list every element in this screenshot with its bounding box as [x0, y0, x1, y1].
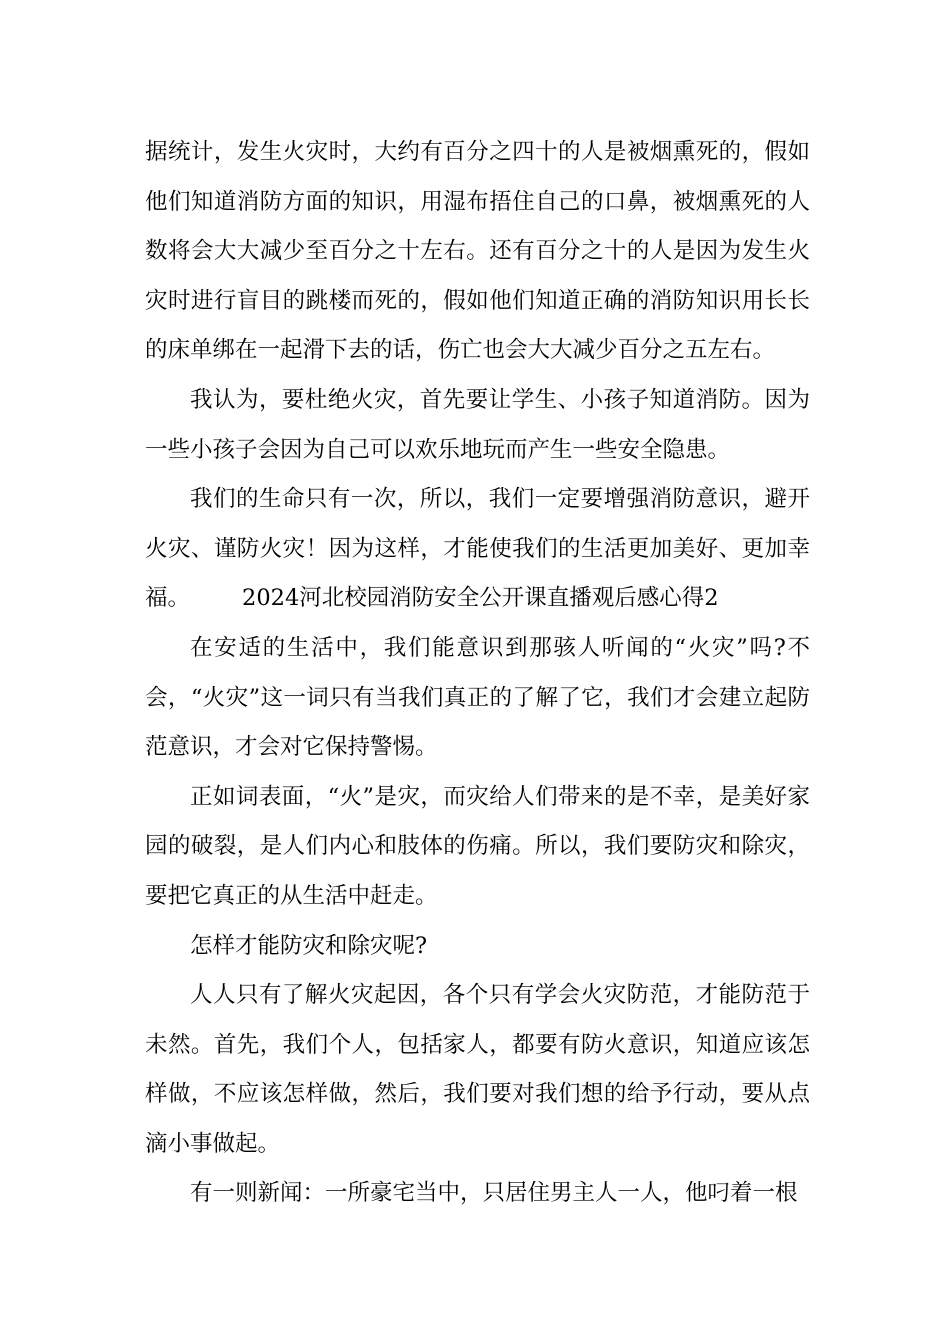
paragraph-word-surface: 正如词表面，“火”是灾，而灾给人们带来的是不幸，是美好家园的破裂，是人们内心和肢体的伤痛。所以，我们要防灾和除灾，要把它真正的从生活中赶走。 — [145, 783, 810, 909]
paragraph-everyone: 人人只有了解火灾起因，各个只有学会火灾防范，才能防范于未然。首先，我们个人，包括家人，都要有防火意识，知道应该怎样做，不应该怎样做，然后，我们要对我们想的给予行动，要从点滴小事做起。 — [145, 982, 810, 1157]
paragraph-news: 有一则新闻：一所豪宅当中，只居住男主人一人，他叼着一根 — [190, 1180, 798, 1207]
article-heading: 2024河北校园消防安全公开课直播观后感心得2 — [242, 585, 719, 612]
paragraph-life-once — [145, 475, 810, 624]
paragraph-life-once-text: 我们的生命只有一次，所以，我们一定要增强消防意识，避开火灾、谨防火灾！因为这样，才能使我们的生活更加美好、更加幸福。 — [145, 486, 810, 612]
body-text — [145, 128, 810, 1219]
paragraph-statistics: 据统计，发生火灾时，大约有百分之四十的人是被烟熏死的，假如他们知道消防方面的知识，用湿布捂住自己的口鼻，被烟熏死的人数将会大大减少至百分之十左右。还有百分之十的人是因为发生火灾时进行盲目的跳楼而死的，假如他们知道正确的消防知识用长长的床单绑在一起滑下去的话，伤亡也会大大减少百分之五左右。 — [145, 139, 810, 364]
paragraph-comfortable-life: 在安适的生活中，我们能意识到那骇人听闻的“火灾”吗?不会，“火灾”这一词只有当我们真正的了解了它，我们才会建立起防范意识，才会对它保持警惕。 — [145, 634, 810, 761]
paragraph-prevention-opinion: 我认为，要杜绝火灾，首先要让学生、小孩子知道消防。因为一些小孩子会因为自己可以欢乐地玩而产生一些安全隐患。 — [145, 386, 810, 463]
paragraph-question: 怎样才能防灾和除灾呢? — [190, 932, 428, 959]
